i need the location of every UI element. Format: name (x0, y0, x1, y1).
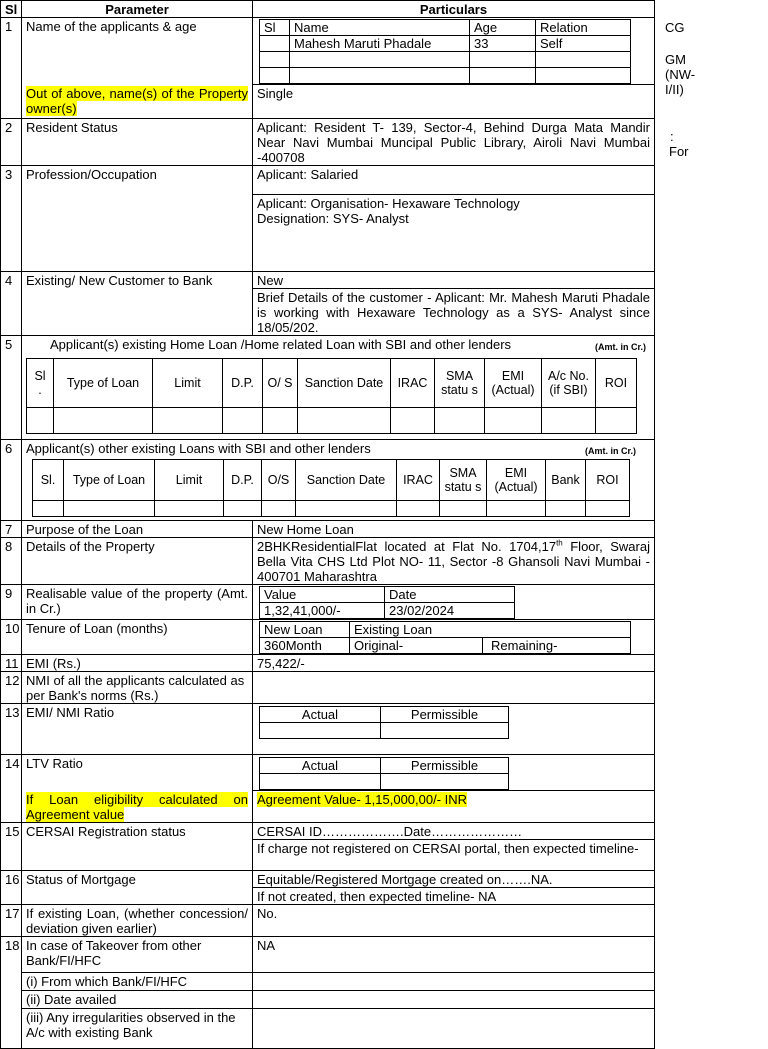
home-loan-cell (391, 408, 435, 434)
other-loan-header-sma-status: SMA statu s (440, 460, 487, 501)
row-18-sl: 18 (1, 937, 22, 1049)
tenure-original: Original- (350, 638, 483, 654)
header-sl: Sl (1, 1, 22, 18)
row-9-label: Realisable value of the property (Amt. in Cr.) (22, 585, 253, 620)
designation-line: Designation: SYS- Analyst (257, 211, 409, 226)
existing-loan-value: No. (253, 905, 655, 937)
other-loan-cell (397, 501, 440, 517)
other-loan-cell (296, 501, 397, 517)
other-loan-header-type: Type of Loan (64, 460, 155, 501)
realisable-date: 23/02/2024 (385, 603, 515, 619)
home-loan-title: Applicant(s) existing Home Loan /Home related Loan with SBI and other lenders (50, 337, 512, 352)
home-loan-header-ac-no: A/c No. (if SBI) (542, 359, 596, 408)
emi-value: 75,422/- (253, 655, 655, 672)
home-loan-amt-note: (Amt. in Cr.) (595, 342, 646, 352)
applicant-cell (536, 52, 631, 68)
occupation-value-2 (253, 195, 655, 272)
home-loan-cell (54, 408, 153, 434)
header-particulars: Particulars (253, 1, 655, 18)
row-5-sl: 5 (1, 336, 22, 440)
row-6-content (22, 440, 655, 521)
home-loan-header-limit: Limit (153, 359, 223, 408)
applicant-cell (470, 52, 536, 68)
realisable-value: 1,32,41,000/- (260, 603, 385, 619)
applicant-cell (290, 68, 470, 84)
takeover-date-value (253, 991, 655, 1009)
takeover-date-availed: (ii) Date availed (22, 991, 253, 1009)
emi-nmi-table (259, 706, 509, 739)
other-loan-header-sl: Sl. (33, 460, 64, 501)
other-loan-cell (440, 501, 487, 517)
emi-nmi-cell (253, 704, 655, 755)
takeover-irregularities: (iii) Any irregularities observed in the A/c with existing Bank (22, 1009, 253, 1049)
cersai-id-line: CERSAI ID……………….Date………………… (253, 823, 655, 840)
home-loan-header-roi: ROI (596, 359, 637, 408)
home-loan-header-os: O/ S (263, 359, 298, 408)
other-loan-cell (546, 501, 586, 517)
other-loan-header-irac: IRAC (397, 460, 440, 501)
other-loan-cell (586, 501, 630, 517)
row-15-sl: 15 (1, 823, 22, 871)
row-4-label: Existing/ New Customer to Bank (22, 272, 253, 336)
other-loan-cell (33, 501, 64, 517)
side-note-colon: : (670, 129, 674, 144)
row-1-sl: 1 (1, 18, 22, 119)
ltv-cell (253, 755, 655, 791)
applicant-relation: Self (536, 36, 631, 52)
row-14-label: LTV Ratio (22, 755, 253, 791)
row-9-sl: 9 (1, 585, 22, 620)
other-loan-cell (64, 501, 155, 517)
agreement-label-cell (22, 791, 253, 823)
other-loan-table (32, 459, 630, 517)
other-loan-amt-note: (Amt. in Cr.) (585, 446, 636, 456)
takeover-irregularities-value (253, 1009, 655, 1049)
row-7-sl: 7 (1, 521, 22, 538)
row-7-label: Purpose of the Loan (22, 521, 253, 538)
row-2-label: Resident Status (22, 119, 253, 166)
applicant-cell (470, 68, 536, 84)
mortgage-timeline: If not created, then expected timeline- NA (253, 888, 655, 905)
row-17-label: If existing Loan, (whether concession/ deviation given earlier) (22, 905, 253, 937)
applicants-header-age: Age (470, 20, 536, 36)
home-loan-cell (485, 408, 542, 434)
home-loan-cell (435, 408, 485, 434)
other-loan-cell (487, 501, 546, 517)
row-6-sl: 6 (1, 440, 22, 521)
ltv-permissible-header: Permissible (381, 758, 509, 774)
row-18-label: In case of Takeover from other Bank/FI/HFC (22, 937, 253, 973)
side-note-i-ii: I/II) (665, 82, 684, 97)
agreement-value-cell (253, 791, 655, 823)
home-loan-cell (263, 408, 298, 434)
row-1-label: Name of the applicants & age (22, 18, 253, 85)
applicant-cell (260, 68, 290, 84)
row-15-label: CERSAI Registration status (22, 823, 253, 871)
customer-status-value: New (253, 272, 655, 289)
side-note-cg: CG (665, 20, 685, 35)
home-loan-cell (153, 408, 223, 434)
side-note-nw: (NW- (665, 67, 696, 82)
realisable-value-table (259, 586, 515, 619)
takeover-value: NA (253, 937, 655, 973)
other-loan-cell (155, 501, 224, 517)
property-details-text-a: 2BHKResidentialFlat located at Flat No. 1704,17 (257, 539, 557, 554)
emi-nmi-actual-header: Actual (260, 707, 381, 723)
home-loan-cell (223, 408, 263, 434)
tenure-remaining: Remaining- (483, 638, 631, 654)
other-loan-title: Applicant(s) other existing Loans with SBI and other lenders (26, 441, 371, 456)
property-details-value (253, 538, 655, 585)
home-loan-header-sanction-date: Sanction Date (298, 359, 391, 408)
agreement-label: If Loan eligibility calculated on Agreement value (26, 791, 248, 822)
row-10-sl: 10 (1, 620, 22, 655)
organisation-line: Aplicant: Organisation- Hexaware Technology (257, 196, 520, 211)
home-loan-header-emi: EMI (Actual) (485, 359, 542, 408)
row-12-sl: 12 (1, 672, 22, 704)
customer-brief-details: Brief Details of the customer - Aplicant: Mr. Mahesh Maruti Phadale is working with Hexaware Technology as a SYS- Analyst since 18/05/202. (253, 289, 655, 336)
row-12-label: NMI of all the applicants calculated as per Bank's norms (Rs.) (22, 672, 253, 704)
property-details-sup: th (556, 538, 563, 548)
applicants-table (259, 19, 631, 84)
row-3-sl: 3 (1, 166, 22, 272)
ltv-table (259, 757, 509, 790)
home-loan-header-sl: Sl . (27, 359, 54, 408)
other-loan-header-bank: Bank (546, 460, 586, 501)
home-loan-cell (542, 408, 596, 434)
row-16-label: Status of Mortgage (22, 871, 253, 905)
home-loan-header-irac: IRAC (391, 359, 435, 408)
other-loan-header-limit: Limit (155, 460, 224, 501)
tenure-cell (253, 620, 655, 655)
tenure-existing-header: Existing Loan (350, 622, 631, 638)
takeover-from-bank: (i) From which Bank/FI/HFC (22, 973, 253, 991)
agreement-value: Agreement Value- 1,15,000,00/- INR (257, 792, 468, 807)
applicant-cell (290, 52, 470, 68)
tenure-new-header: New Loan (260, 622, 350, 638)
takeover-from-bank-value (253, 973, 655, 991)
home-loan-cell (596, 408, 637, 434)
row-8-sl: 8 (1, 538, 22, 585)
ltv-permissible-value (381, 774, 509, 790)
row-8-label: Details of the Property (22, 538, 253, 585)
nmi-value (253, 672, 655, 704)
home-loan-table (26, 358, 637, 434)
emi-nmi-permissible-value (381, 723, 509, 739)
row-3-label: Profession/Occupation (22, 166, 253, 272)
side-note-gm: GM (665, 52, 686, 67)
applicant-cell (260, 36, 290, 52)
home-loan-cell (27, 408, 54, 434)
realisable-value-header: Value (260, 587, 385, 603)
row-5-content (22, 336, 655, 440)
resident-status-value: Aplicant: Resident T- 139, Sector-4, Behind Durga Mata Mandir Near Navi Mumbai Muncipal Public Library, Airoli Navi Mumbai -400708 (253, 119, 655, 166)
owner-label: Out of above, name(s) of the Property owner(s) (26, 85, 248, 116)
other-loan-cell (224, 501, 262, 517)
property-details-text-b: Floor, Swaraj Bella Vita CHS Ltd Plot NO- 11, Sector -8 Ghansoli Navi Mumbai - 400701 Maharashtra (257, 539, 650, 584)
row-2-sl: 2 (1, 119, 22, 166)
applicants-header-sl: Sl (260, 20, 290, 36)
owner-value: Single (253, 85, 655, 119)
occupation-value-1: Aplicant: Salaried (253, 166, 655, 195)
other-loan-header-os: O/S (262, 460, 296, 501)
other-loan-cell (262, 501, 296, 517)
row-11-label: EMI (Rs.) (22, 655, 253, 672)
mortgage-status: Equitable/Registered Mortgage created on…….NA. (253, 871, 655, 888)
row-14-sl: 14 (1, 755, 22, 823)
row-13-label: EMI/ NMI Ratio (22, 704, 253, 755)
row-10-label: Tenure of Loan (months) (22, 620, 253, 655)
ltv-actual-header: Actual (260, 758, 381, 774)
row-17-sl: 17 (1, 905, 22, 937)
side-note-for: For (669, 144, 689, 159)
cersai-timeline: If charge not registered on CERSAI portal, then expected timeline- (253, 840, 655, 871)
row-16-sl: 16 (1, 871, 22, 905)
tenure-new-value: 360Month (260, 638, 350, 654)
ltv-actual-value (260, 774, 381, 790)
header-parameter: Parameter (22, 1, 253, 18)
loan-purpose-value: New Home Loan (253, 521, 655, 538)
emi-nmi-permissible-header: Permissible (381, 707, 509, 723)
other-loan-header-dp: D.P. (224, 460, 262, 501)
row-11-sl: 11 (1, 655, 22, 672)
applicant-cell (260, 52, 290, 68)
applicant-age: 33 (470, 36, 536, 52)
owner-label-cell (22, 85, 253, 119)
tenure-table (259, 621, 631, 654)
home-loan-header-sma-status: SMA statu s (435, 359, 485, 408)
other-loan-header-emi: EMI (Actual) (487, 460, 546, 501)
row-13-sl: 13 (1, 704, 22, 755)
other-loan-header-sanction-date: Sanction Date (296, 460, 397, 501)
realisable-value-cell (253, 585, 655, 620)
home-loan-header-type: Type of Loan (54, 359, 153, 408)
realisable-date-header: Date (385, 587, 515, 603)
applicant-name: Mahesh Maruti Phadale (290, 36, 470, 52)
applicants-header-name: Name (290, 20, 470, 36)
applicants-header-relation: Relation (536, 20, 631, 36)
emi-nmi-actual-value (260, 723, 381, 739)
home-loan-cell (298, 408, 391, 434)
other-loan-header-roi: ROI (586, 460, 630, 501)
home-loan-header-dp: D.P. (223, 359, 263, 408)
applicant-cell (536, 68, 631, 84)
row-4-sl: 4 (1, 272, 22, 336)
